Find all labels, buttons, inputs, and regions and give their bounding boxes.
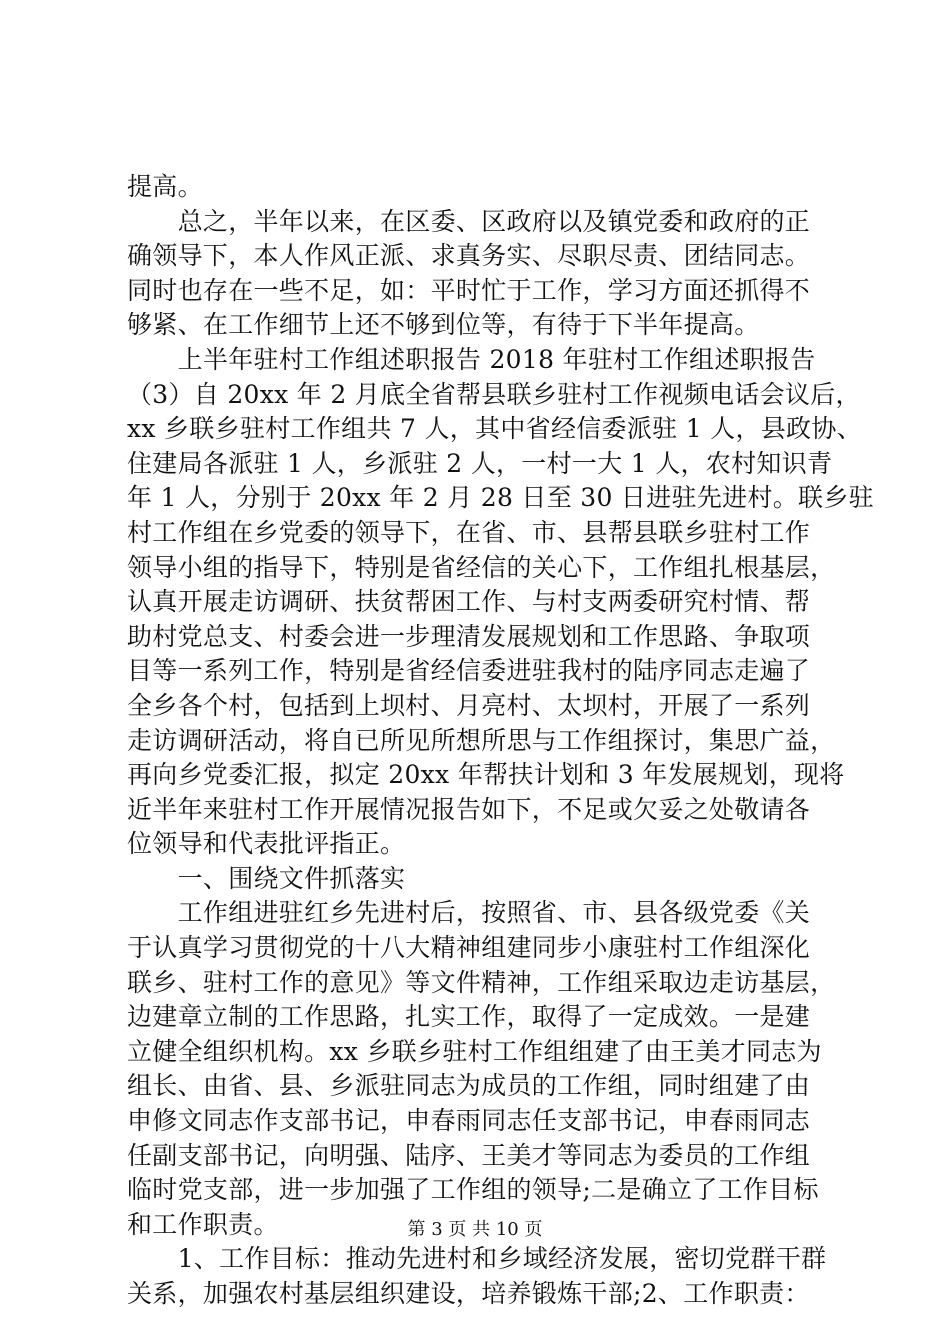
text-line: 于认真学习贯彻党的十八大精神组建同步小康驻村工作组深化 bbox=[127, 933, 811, 963]
text-line: 立健全组织机构。xx 乡联乡驻村工作组组建了由王美才同志为 bbox=[127, 1036, 822, 1066]
text-line: 一、围绕文件抓落实 bbox=[127, 863, 406, 893]
text-line: 1、工作目标：推动先进村和乡域经济发展，密切党群干群 bbox=[127, 1244, 827, 1274]
text-line: 位领导和代表批评指正。 bbox=[127, 829, 406, 859]
text-line: 组长、由省、县、乡派驻同志为成员的工作组，同时组建了由 bbox=[127, 1071, 811, 1101]
text-line: 住建局各派驻 1 人，乡派驻 2 人，一村一大 1 人，农村知识青 bbox=[127, 448, 833, 478]
document-body bbox=[127, 170, 874, 1312]
text-line: （3）自 20xx 年 2 月底全省帮县联乡驻村工作视频电话会议后， bbox=[127, 379, 861, 409]
text-line: 申修文同志作支部书记，申春雨同志任支部书记，申春雨同志 bbox=[127, 1106, 811, 1136]
page-number: 第 3 页 共 10 页 bbox=[407, 1219, 543, 1240]
text-line: 走访调研活动，将自已所见所想所思与工作组探讨，集思广益， bbox=[127, 725, 836, 755]
text-line: 边建章立制的工作思路，扎实工作，取得了一定成效。一是建 bbox=[127, 1002, 811, 1032]
text-line: 目等一系列工作，特别是省经信委进驻我村的陆序同志走遍了 bbox=[127, 656, 811, 686]
text-line: 近半年来驻村工作开展情况报告如下，不足或欠妥之处敬请各 bbox=[127, 794, 811, 824]
text-line: 提高。 bbox=[127, 172, 203, 201]
text-line: 总之，半年以来，在区委、区政府以及镇党委和政府的正 bbox=[127, 206, 811, 236]
text-line: 领导小组的指导下，特别是省经信的关心下，工作组扎根基层， bbox=[127, 552, 836, 582]
text-line: 助村党总支、村委会进一步理清发展规划和工作思路、争取项 bbox=[127, 621, 811, 651]
text-line: 关系，加强农村基层组织建设，培养锻炼干部;2、工作职责： bbox=[127, 1279, 810, 1308]
text-line: 够紧、在工作细节上还不够到位等，有待于下半年提高。 bbox=[127, 310, 760, 340]
text-line: 联乡、驻村工作的意见》等文件精神，工作组采取边走访基层， bbox=[127, 967, 836, 997]
text-line: 全乡各个村，包括到上坝村、月亮村、太坝村，开展了一系列 bbox=[127, 690, 811, 720]
text-line: xx 乡联乡驻村工作组共 7 人，其中省经信委派驻 1 人，县政协、 bbox=[127, 414, 862, 444]
text-line: 同时也存在一些不足，如：平时忙于工作，学习方面还抓得不 bbox=[127, 275, 811, 305]
text-line: 再向乡党委汇报，拟定 20xx 年帮扶计划和 3 年发展规划，现将 bbox=[127, 760, 845, 790]
text-line: 认真开展走访调研、扶贫帮困工作、与村支两委研究村情、帮 bbox=[127, 587, 811, 617]
text-line: 年 1 人，分别于 20xx 年 2 月 28 日至 30 日进驻先进村。联乡驻 bbox=[127, 483, 874, 513]
text-line: 临时党支部，进一步加强了工作组的领导;二是确立了工作目标 bbox=[127, 1175, 819, 1205]
text-line: 任副支部书记，向明强、陆序、王美才等同志为委员的工作组 bbox=[127, 1140, 811, 1170]
text-line: 确领导下，本人作风正派、求真务实、尽职尽责、团结同志。 bbox=[127, 241, 811, 271]
text-line: 上半年驻村工作组述职报告 2018 年驻村工作组述职报告 bbox=[127, 344, 816, 374]
text-line: 和工作职责。 bbox=[127, 1209, 279, 1239]
text-line: 村工作组在乡党委的领导下，在省、市、县帮县联乡驻村工作 bbox=[127, 517, 811, 547]
text-line: 工作组进驻红乡先进村后，按照省、市、县各级党委《关 bbox=[127, 898, 811, 928]
